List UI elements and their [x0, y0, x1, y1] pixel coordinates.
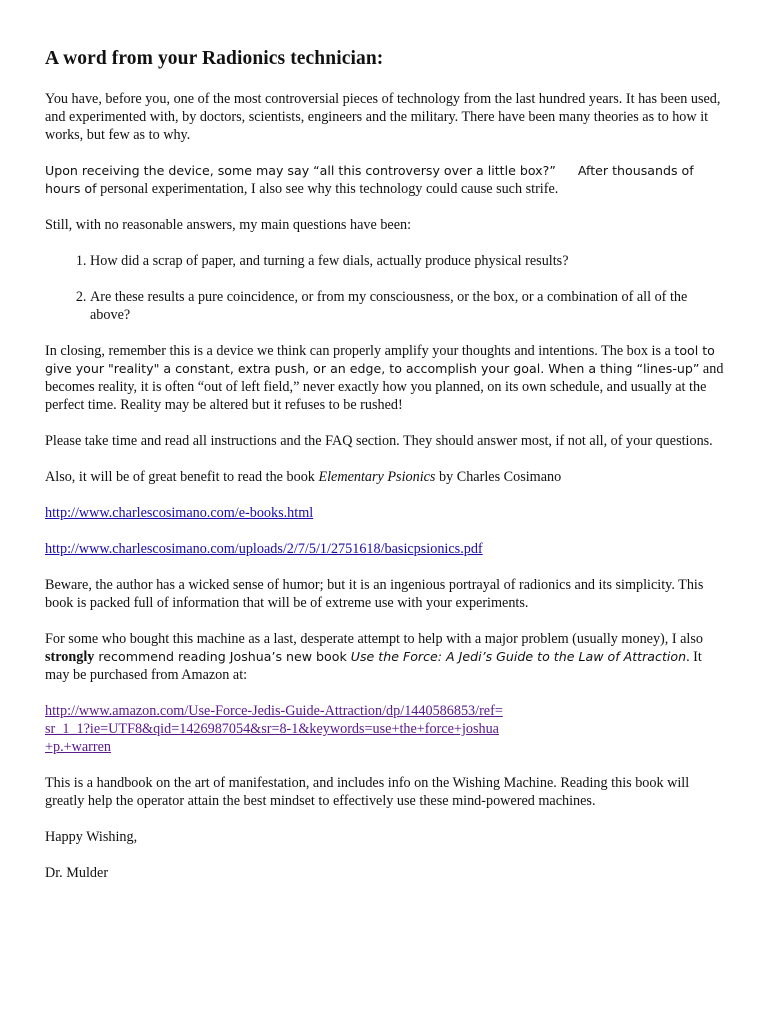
closing-paragraph [45, 342, 725, 414]
book-title: Elementary Psionics [318, 469, 436, 485]
intro-paragraph: You have, before you, one of the most controversial pieces of technology from the last hundred years. It has been used, and experimented with, by doctors, scientists, engineers and the military. There have been many theories as to how it works, but few as to why. [45, 91, 721, 143]
amazon-link-paragraph [45, 702, 725, 756]
device-quote: Upon receiving the device, some may say “all this controversy over a little box?” [45, 163, 556, 178]
pdf-link-paragraph [45, 540, 725, 558]
closing-salutation: Happy Wishing, [45, 829, 138, 845]
device-rest-a: After thousands of hours of [45, 163, 694, 196]
force-a: For some who bought this machine as a last, desperate attempt to help with a major problem (usually money), I also [45, 631, 703, 647]
handbook-paragraph: This is a handbook on the art of manifestation, and includes info on the Wishing Machine. Reading this book will greatly help the operator attain the best mindset to effectively use these mind-powered machines. [45, 775, 690, 809]
device-rest-b: personal experimentation, I also see why this technology could cause such strife. [100, 181, 559, 197]
force-c: . It may be purchased from Amazon at: [45, 649, 702, 683]
closing-a: In closing, remember this is a device we think can properly amplify your thoughts and intentions. The box is a [45, 343, 671, 359]
ebooks-link-paragraph [45, 504, 725, 522]
force-book-title: Use the Force: A Jedi’s Guide to the Law of Attraction [350, 649, 687, 664]
question-item: 1. How did a scrap of paper, and turning a few dials, actually produce physical results? [90, 252, 725, 270]
question-item: 2. Are these results a pure coincidence, or from my consciousness, or the box, or a combination of all of the above? [90, 288, 725, 324]
closing-b: tool to give your "reality" a constant, extra push, or an edge, to accomplish your goal. When a thing “lines-up” [45, 343, 715, 376]
device-paragraph [45, 162, 725, 198]
amazon-link[interactable]: http://www.amazon.com/Use-Force-Jedis-Guide-Attraction/dp/1440586853/ref=sr_1_1?ie=UTF8&qid=1426987054&sr=8-1&keywords=use+the+force+joshua+p.+warren [45, 703, 503, 755]
ebooks-link[interactable]: http://www.charlescosimano.com/e-books.html [45, 505, 314, 521]
book-recommendation [45, 468, 725, 486]
closing-c: and becomes reality, it is often “out of left field,” never exactly how you planned, on its own schedule, and usually at the perfect time. Reality may be altered but it refuses to be rushed! [45, 361, 724, 413]
questions-intro: Still, with no reasonable answers, my main questions have been: [45, 217, 412, 233]
instructions-paragraph: Please take time and read all instructions and the FAQ section. They should answer most, if not all, of your questions. [45, 433, 713, 449]
book-prefix: Also, it will be of great benefit to read the book [45, 469, 319, 485]
strongly-emphasis: strongly [45, 649, 95, 665]
questions-list [45, 252, 725, 324]
force-b: recommend reading Joshua’s new book [94, 649, 351, 664]
pdf-link[interactable]: http://www.charlescosimano.com/uploads/2/7/5/1/2751618/basicpsionics.pdf [45, 541, 483, 557]
signature: Dr. Mulder [45, 865, 109, 881]
book-suffix: by Charles Cosimano [435, 469, 562, 485]
letter-page [45, 46, 725, 900]
force-book-paragraph [45, 630, 725, 684]
letter-title: A word from your Radionics technician: [45, 48, 384, 69]
humor-paragraph: Beware, the author has a wicked sense of humor; but it is an ingenious portrayal of radionics and its simplicity. This book is packed full of information that will be of extreme use with your experiments. [45, 577, 704, 611]
